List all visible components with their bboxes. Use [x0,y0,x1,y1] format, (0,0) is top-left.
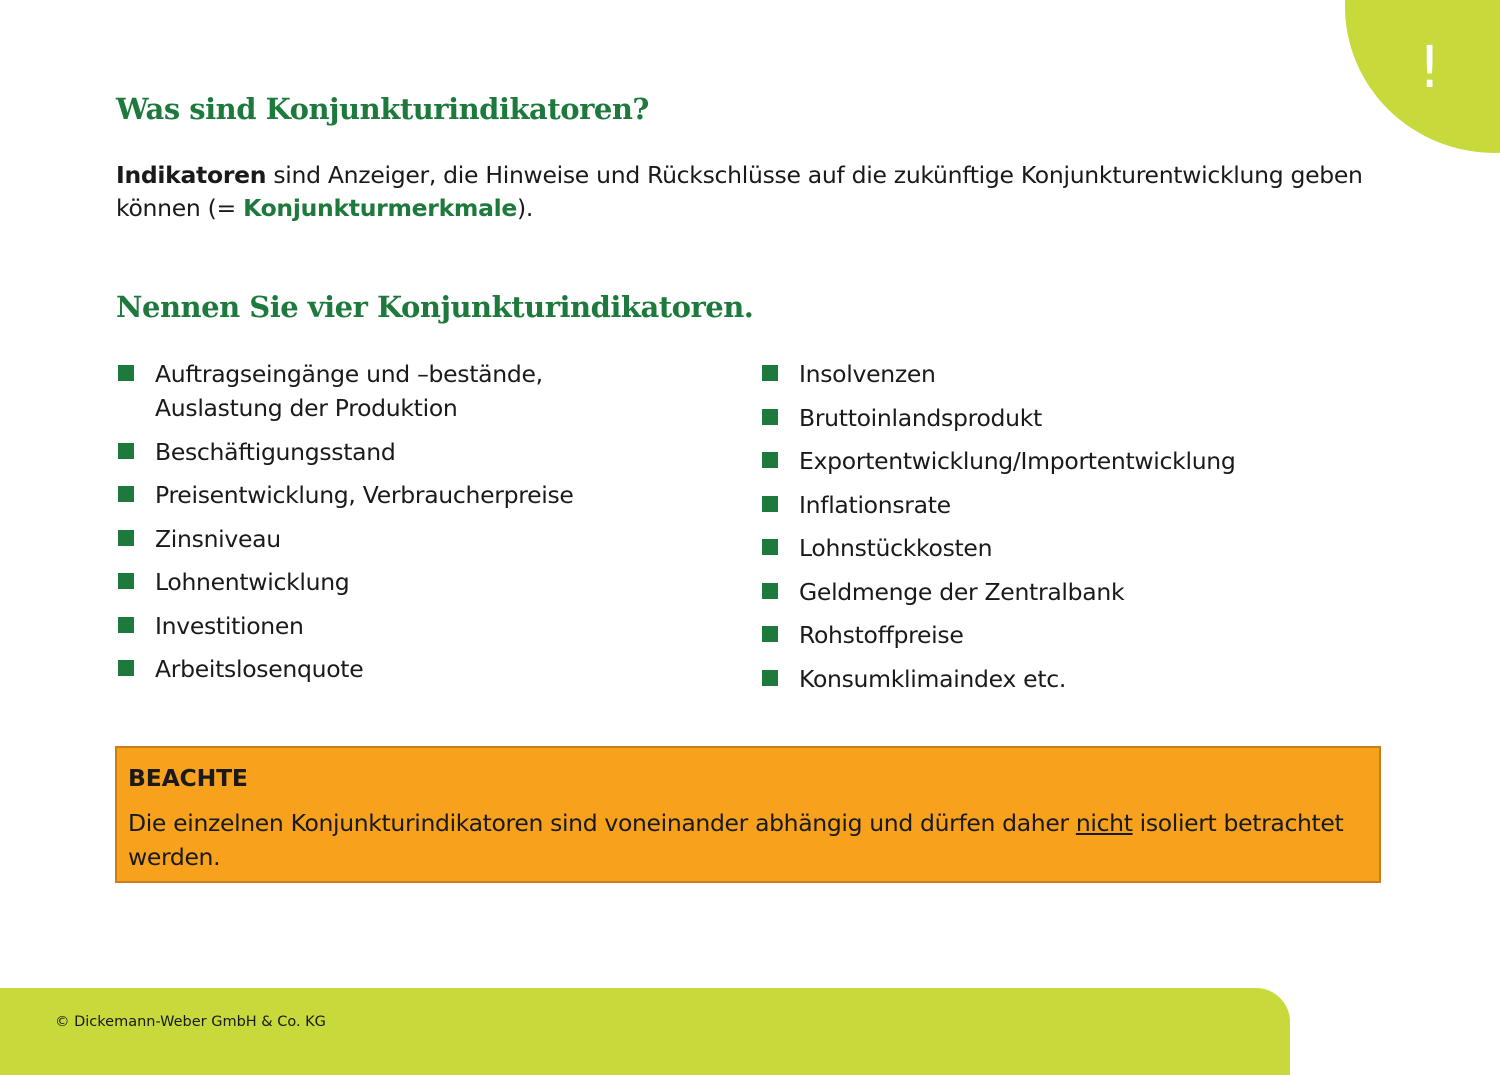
intro-paragraph [116,159,1386,225]
indicator-list-left [116,357,716,696]
list-item-label: Konsumklimaindex etc. [799,664,1067,693]
indicator-list-right [760,357,1400,705]
list-item-label: Rohstoffpreise [799,621,964,649]
list-item-label: Beschäftigungsstand [155,437,396,466]
list-item [116,652,716,686]
list-item [760,531,1400,565]
square-bullet-icon [762,365,778,381]
list-item [760,357,1400,391]
note-text-2: isoliert betrachtet werden. [128,809,1344,871]
square-bullet-icon [118,486,134,502]
list-item-label: Arbeitslosenquote [155,655,364,683]
section-heading-what-are-indicators: Was sind Konjunkturindikatoren? [116,92,649,126]
intro-green-term: Konjunkturmerkmale [243,194,518,222]
list-item [116,357,716,425]
square-bullet-icon [762,539,778,555]
list-item-label: Investitionen [155,611,304,640]
list-item [116,522,716,556]
square-bullet-icon [118,443,134,459]
list-item-label: Auftragseingänge und –bestände, [155,360,543,388]
exclamation-mark-icon: ! [1418,33,1442,101]
list-item-label: Zinsniveau [155,524,281,553]
note-box [115,746,1381,883]
intro-term: Indikatoren [116,161,267,189]
list-item [760,575,1400,609]
note-text [128,806,1376,874]
list-item [760,444,1400,478]
list-item [760,488,1400,522]
square-bullet-icon [762,452,778,468]
list-item [116,609,716,643]
list-item [116,435,716,469]
list-item [760,662,1400,696]
square-bullet-icon [118,617,134,633]
list-item-label: Exportentwicklung/Importentwicklung [799,447,1236,475]
list-item-label: Lohnentwicklung [155,568,350,596]
square-bullet-icon [762,583,778,599]
list-item [760,618,1400,652]
footer-bar [0,988,1290,1075]
square-bullet-icon [118,573,134,589]
square-bullet-icon [118,660,134,676]
square-bullet-icon [762,670,778,686]
list-item-label: Insolvenzen [799,360,936,388]
list-item-label: Geldmenge der Zentralbank [799,577,1125,606]
list-item-label: Bruttoinlandsprodukt [799,403,1042,432]
list-item [760,401,1400,435]
copyright-notice: © Dickemann-Weber GmbH & Co. KG [55,1014,326,1030]
list-item-label: Inflationsrate [799,490,951,519]
intro-text-2: ). [517,194,534,222]
square-bullet-icon [762,626,778,642]
intro-text-1: sind Anzeiger, die Hinweise und Rückschlüsse auf die zukünftige Konjunkturentwicklung geben können (= [116,161,1363,222]
list-item-label-continued: Auslastung der Produktion [155,394,458,422]
square-bullet-icon [762,409,778,425]
section-heading-name-indicators: Nennen Sie vier Konjunkturindikatoren. [116,290,754,324]
list-item [116,565,716,599]
square-bullet-icon [118,530,134,546]
square-bullet-icon [762,496,778,512]
list-item-label: Preisentwicklung, Verbraucherpreise [155,481,574,509]
square-bullet-icon [118,365,134,381]
note-title: BEACHTE [128,764,248,792]
note-text-1: Die einzelnen Konjunkturindikatoren sind voneinander abhängig und dürfen daher [128,809,1076,837]
note-underlined-word: nicht [1075,809,1133,837]
list-item-label: Lohnstückkosten [799,534,993,562]
list-item [116,478,716,512]
